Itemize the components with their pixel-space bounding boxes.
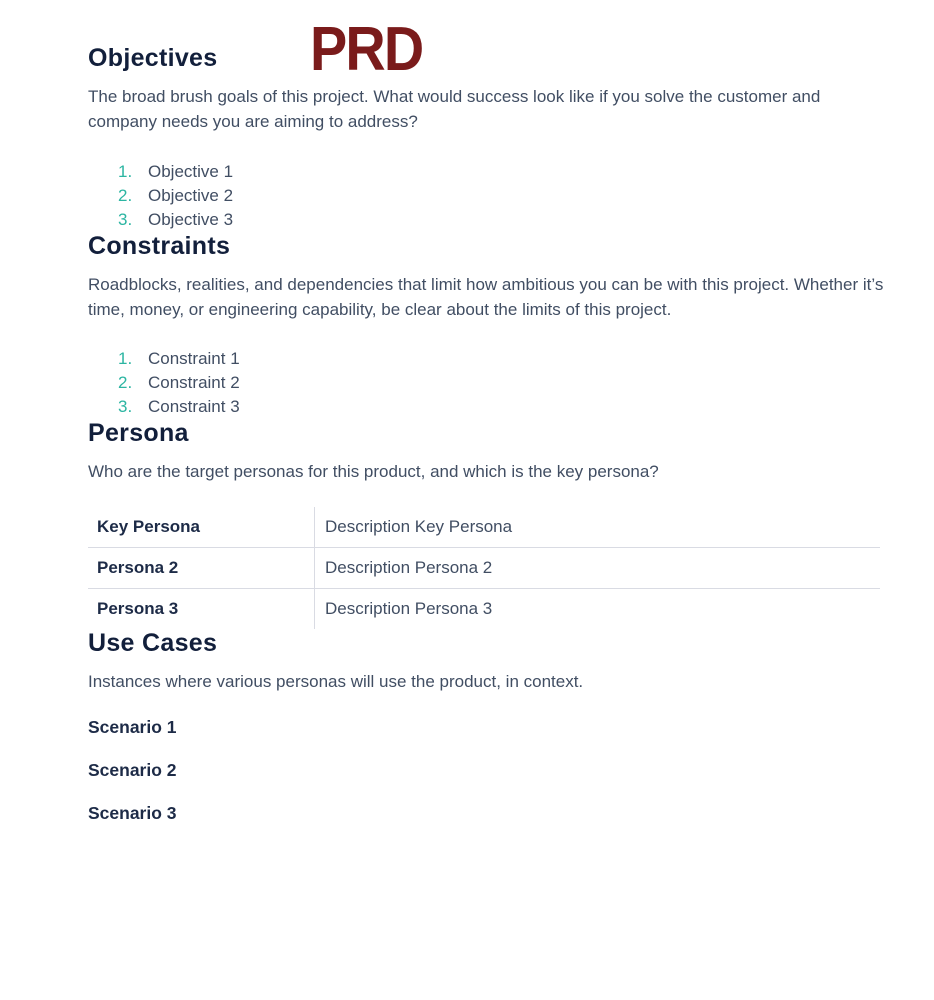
list-item-text: Objective 1 <box>148 162 234 181</box>
list-number: 3. <box>118 210 133 229</box>
table-row <box>88 507 880 548</box>
table-row <box>88 588 880 629</box>
objectives-heading: Objectives <box>88 44 218 72</box>
list-item <box>88 347 888 371</box>
persona-table <box>88 507 880 629</box>
list-item <box>88 371 888 395</box>
list-number: 3. <box>118 397 133 416</box>
persona-description: Who are the target personas for this product, and which is the key persona? <box>88 462 659 481</box>
persona-label-cell: Persona 3 <box>97 598 179 618</box>
scenario-subheading: Scenario 2 <box>88 760 177 780</box>
persona-label-cell: Persona 2 <box>88 547 315 588</box>
list-item-text: Objective 3 <box>148 210 234 229</box>
persona-heading: Persona <box>88 419 189 447</box>
list-number: 1. <box>118 349 133 368</box>
constraints-heading: Constraints <box>88 232 231 260</box>
objectives-section <box>88 44 888 232</box>
constraints-list <box>88 347 888 419</box>
objectives-description: The broad brush goals of this project. What would success look like if you solve the customer and company needs you are aiming to address? <box>88 87 821 131</box>
persona-description-cell: Description Persona 2 <box>315 547 881 588</box>
list-item-text: Objective 2 <box>148 186 234 205</box>
scenario-subheading: Scenario 1 <box>88 717 177 737</box>
prd-logo: PRD <box>310 15 423 84</box>
constraints-description: Roadblocks, realities, and dependencies that limit how ambitious you can be with this project. Whether it’s time, money, or engineering capability, be clear about the limits of this project. <box>88 275 884 319</box>
persona-description-cell: Description Key Persona <box>315 507 881 548</box>
list-item <box>88 184 888 208</box>
constraints-section <box>88 232 888 419</box>
table-row <box>88 547 880 588</box>
scenario-subheading: Scenario 3 <box>88 803 177 823</box>
persona-section <box>88 419 888 629</box>
use-cases-heading: Use Cases <box>88 628 218 657</box>
list-number: 1. <box>118 162 133 181</box>
list-item <box>88 395 888 419</box>
use-cases-section <box>88 629 888 825</box>
list-item <box>88 208 888 232</box>
list-number: 2. <box>118 373 133 392</box>
objectives-list <box>88 160 888 232</box>
list-item <box>88 160 888 184</box>
persona-description-cell: Description Persona 3 <box>315 588 881 629</box>
list-item-text: Constraint 1 <box>148 349 240 368</box>
list-number: 2. <box>118 186 133 205</box>
list-item-text: Constraint 3 <box>148 397 240 416</box>
use-cases-description: Instances where various personas will use the product, in context. <box>88 671 584 691</box>
persona-label-cell: Key Persona <box>88 507 315 548</box>
list-item-text: Constraint 2 <box>148 373 240 392</box>
